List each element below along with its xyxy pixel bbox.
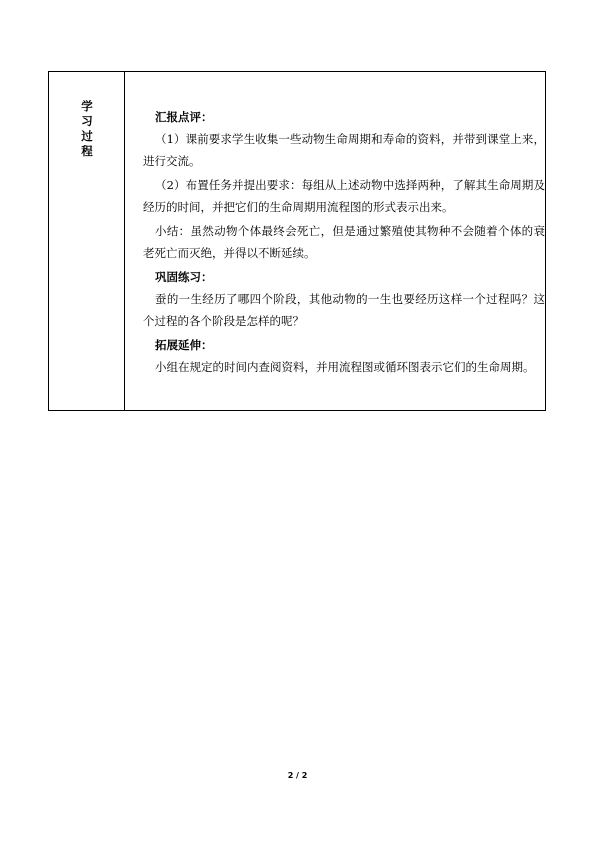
row-label-char: 习: [81, 114, 93, 128]
row-label-char: 过: [81, 129, 93, 143]
row-label-char: 学: [81, 99, 93, 113]
row-label-cell: [49, 72, 125, 410]
page-number: 2 / 2: [287, 771, 308, 780]
paragraph-summary: 小结：虽然动物个体最终会死亡，但是通过繁殖使其物种不会随着个体的衰老死亡而灭绝，并得以不断延续。: [143, 224, 545, 260]
section-heading-report-review: 汇报点评：: [155, 110, 213, 124]
paragraph-task-1: （1）课前要求学生收集一些动物生命周期和寿命的资料，并带到课堂上来，进行交流。: [143, 132, 545, 168]
lesson-table: [48, 71, 546, 411]
paragraph-task-2: （2）布置任务并提出要求：每组从上述动物中选择两种，了解其生命周期及经历的时间，并把它们的生命周期用流程图的形式表示出来。: [143, 178, 545, 214]
section-heading-extension: 拓展延伸：: [155, 338, 213, 352]
row-label-char: 程: [81, 144, 93, 158]
section-heading-practice: 巩固练习：: [155, 270, 213, 284]
row-label-learning-process: [79, 99, 95, 159]
paragraph-extension: 小组在规定的时间内查阅资料，并用流程图或循环图表示它们的生命周期。: [155, 360, 535, 374]
content-cell: [125, 72, 545, 410]
paragraph-practice: 蚕的一生经历了哪四个阶段，其他动物的一生也要经历这样一个过程吗？这个过程的各个阶段是怎样的呢？: [143, 292, 545, 328]
content-body: [143, 106, 545, 380]
